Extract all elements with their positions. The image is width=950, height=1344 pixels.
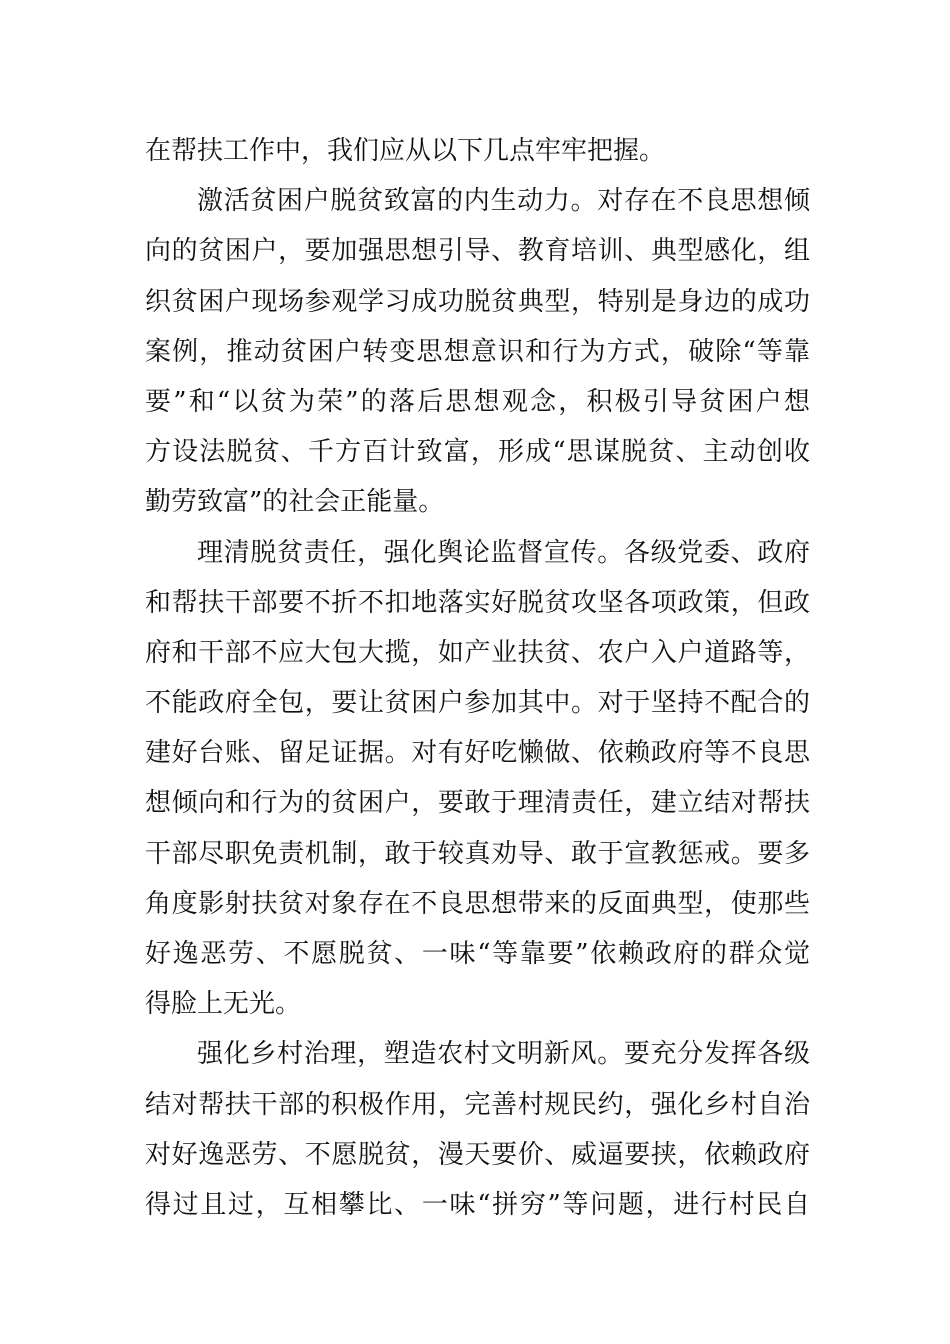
paragraph-first-line: 激活贫困户脱贫致富的内生动力。对存在不良思想倾 — [197, 186, 810, 217]
paragraph-first-line: 理清脱贫责任，强化舆论监督宣传。各级党委、政府 — [197, 537, 810, 568]
paragraph-first-line: 强化乡村治理，塑造农村文明新风。要充分发挥各级 — [197, 1039, 810, 1070]
text-line: 在帮扶工作中，我们应从以下几点牢牢把握。 — [145, 136, 666, 166]
text-line: 得过且过，互相攀比、一味“拼穷”等问题，进行村民自 — [145, 1189, 810, 1220]
text-line: 不能政府全包，要让贫困户参加其中。对于坚持不配合的 — [145, 688, 810, 719]
text-line: 得脸上无光。 — [145, 989, 302, 1020]
text-line: 要”和“以贫为荣”的落后思想观念，积极引导贫困户想 — [145, 386, 810, 417]
text-line: 干部尽职免责机制，敢于较真劝导、敢于宣教惩戒。要多 — [145, 838, 810, 869]
document-body — [145, 126, 810, 1230]
text-line: 结对帮扶干部的积极作用，完善村规民约，强化乡村自治 — [145, 1089, 810, 1120]
text-line: 向的贫困户，要加强思想引导、教育培训、典型感化，组 — [145, 236, 810, 267]
text-line: 想倾向和行为的贫困户，要敢于理清责任，建立结对帮扶 — [145, 788, 810, 819]
text-line: 织贫困户现场参观学习成功脱贫典型，特别是身边的成功 — [145, 286, 810, 317]
text-line: 方设法脱贫、千方百计致富，形成“思谋脱贫、主动创收 — [145, 437, 810, 468]
text-line: 勤劳致富”的社会正能量。 — [145, 487, 445, 518]
text-line: 建好台账、留足证据。对有好吃懒做、依赖政府等不良思 — [145, 738, 810, 769]
text-line: 角度影射扶贫对象存在不良思想带来的反面典型，使那些 — [145, 888, 810, 919]
text-line: 和帮扶干部要不折不扣地落实好脱贫攻坚各项政策，但政 — [145, 587, 810, 618]
text-line: 好逸恶劳、不愿脱贫、一味“等靠要”依赖政府的群众觉 — [145, 939, 810, 969]
text-line: 府和干部不应大包大揽，如产业扶贫、农户入户道路等， — [145, 637, 810, 668]
text-line: 对好逸恶劳、不愿脱贫，漫天要价、威逼要挟，依赖政府 — [145, 1139, 810, 1170]
text-line: 案例，推动贫困户转变思想意识和行为方式，破除“等靠 — [145, 336, 810, 367]
